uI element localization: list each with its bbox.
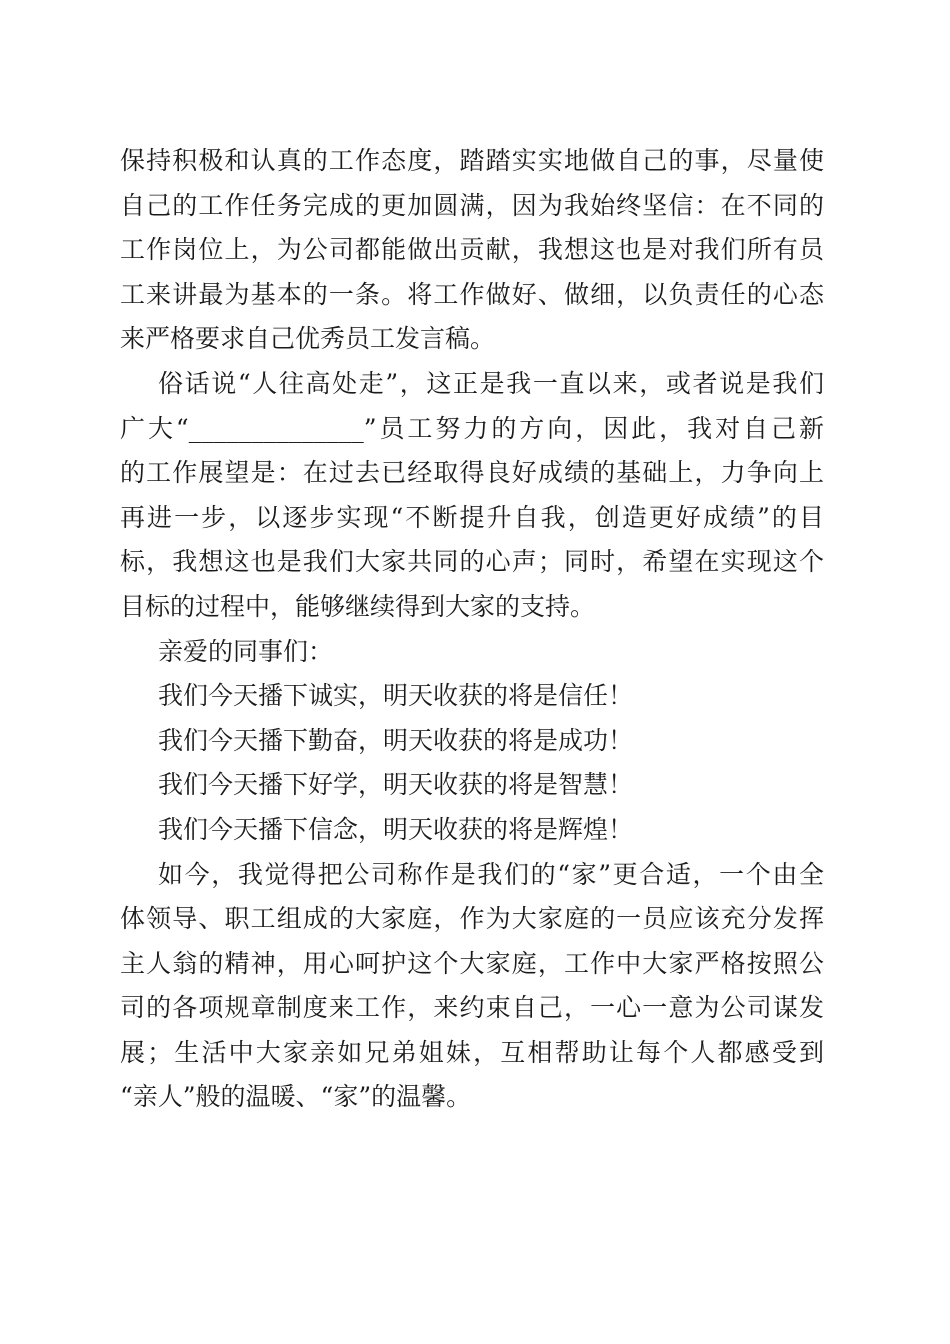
text-line: 保持积极和认真的工作态度，踏踏实实地做自己的事，尽量使 — [120, 146, 824, 175]
text-line: 广大“______________”员工努力的方向，因此，我对自己新 — [120, 413, 824, 443]
text-line: 司的各项规章制度来工作，来约束自己，一心一意为公司谋发 — [120, 993, 824, 1023]
paragraph-final — [120, 853, 824, 1121]
slogan-1 — [120, 674, 824, 719]
text-line: 目标的过程中，能够继续得到大家的支持。 — [120, 591, 596, 621]
document-body — [120, 139, 824, 1120]
slogan-3 — [120, 763, 824, 808]
text-line: 我们今天播下信念，明天收获的将是辉煌！ — [158, 814, 634, 844]
text-line: 的工作展望是：在过去已经取得良好成绩的基础上，力争向上 — [120, 458, 824, 488]
text-line: “亲人”般的温暖、“家”的温馨。 — [120, 1082, 472, 1112]
text-line: 体领导、职工组成的大家庭，作为大家庭的一员应该充分发挥 — [120, 904, 824, 934]
text-line: 展；生活中大家亲如兄弟姐妹，互相帮助让每个人都感受到 — [120, 1037, 824, 1067]
paragraph-1 — [120, 139, 824, 362]
salutation — [120, 630, 824, 675]
paragraph-2 — [120, 362, 824, 630]
slogan-2 — [120, 719, 824, 764]
text-line: 俗话说“人往高处走”，这正是我一直以来，或者说是我们 — [158, 368, 824, 398]
text-line: 再进一步，以逐步实现“不断提升自我，创造更好成绩”的目 — [120, 502, 824, 532]
text-line: 自己的工作任务完成的更加圆满，因为我始终坚信：在不同的 — [120, 190, 824, 220]
text-line: 如今，我觉得把公司称作是我们的“家”更合适，一个由全 — [158, 859, 824, 889]
text-line: 来严格要求自己优秀员工发言稿。 — [120, 324, 496, 354]
text-line: 标，我想这也是我们大家共同的心声；同时，希望在实现这个 — [120, 547, 824, 577]
text-line: 我们今天播下诚实，明天收获的将是信任！ — [158, 681, 634, 711]
text-line: 我们今天播下勤奋，明天收获的将是成功！ — [158, 725, 634, 755]
slogan-4 — [120, 808, 824, 853]
text-line: 工来讲最为基本的一条。将工作做好、做细，以负责任的心态 — [120, 279, 824, 309]
text-line: 工作岗位上，为公司都能做出贡献，我想这也是对我们所有员 — [120, 235, 824, 265]
text-line: 主人翁的精神，用心呵护这个大家庭，工作中大家严格按照公 — [120, 948, 824, 978]
text-line: 我们今天播下好学，明天收获的将是智慧！ — [158, 770, 634, 800]
text-line: 亲爱的同事们： — [158, 636, 334, 666]
